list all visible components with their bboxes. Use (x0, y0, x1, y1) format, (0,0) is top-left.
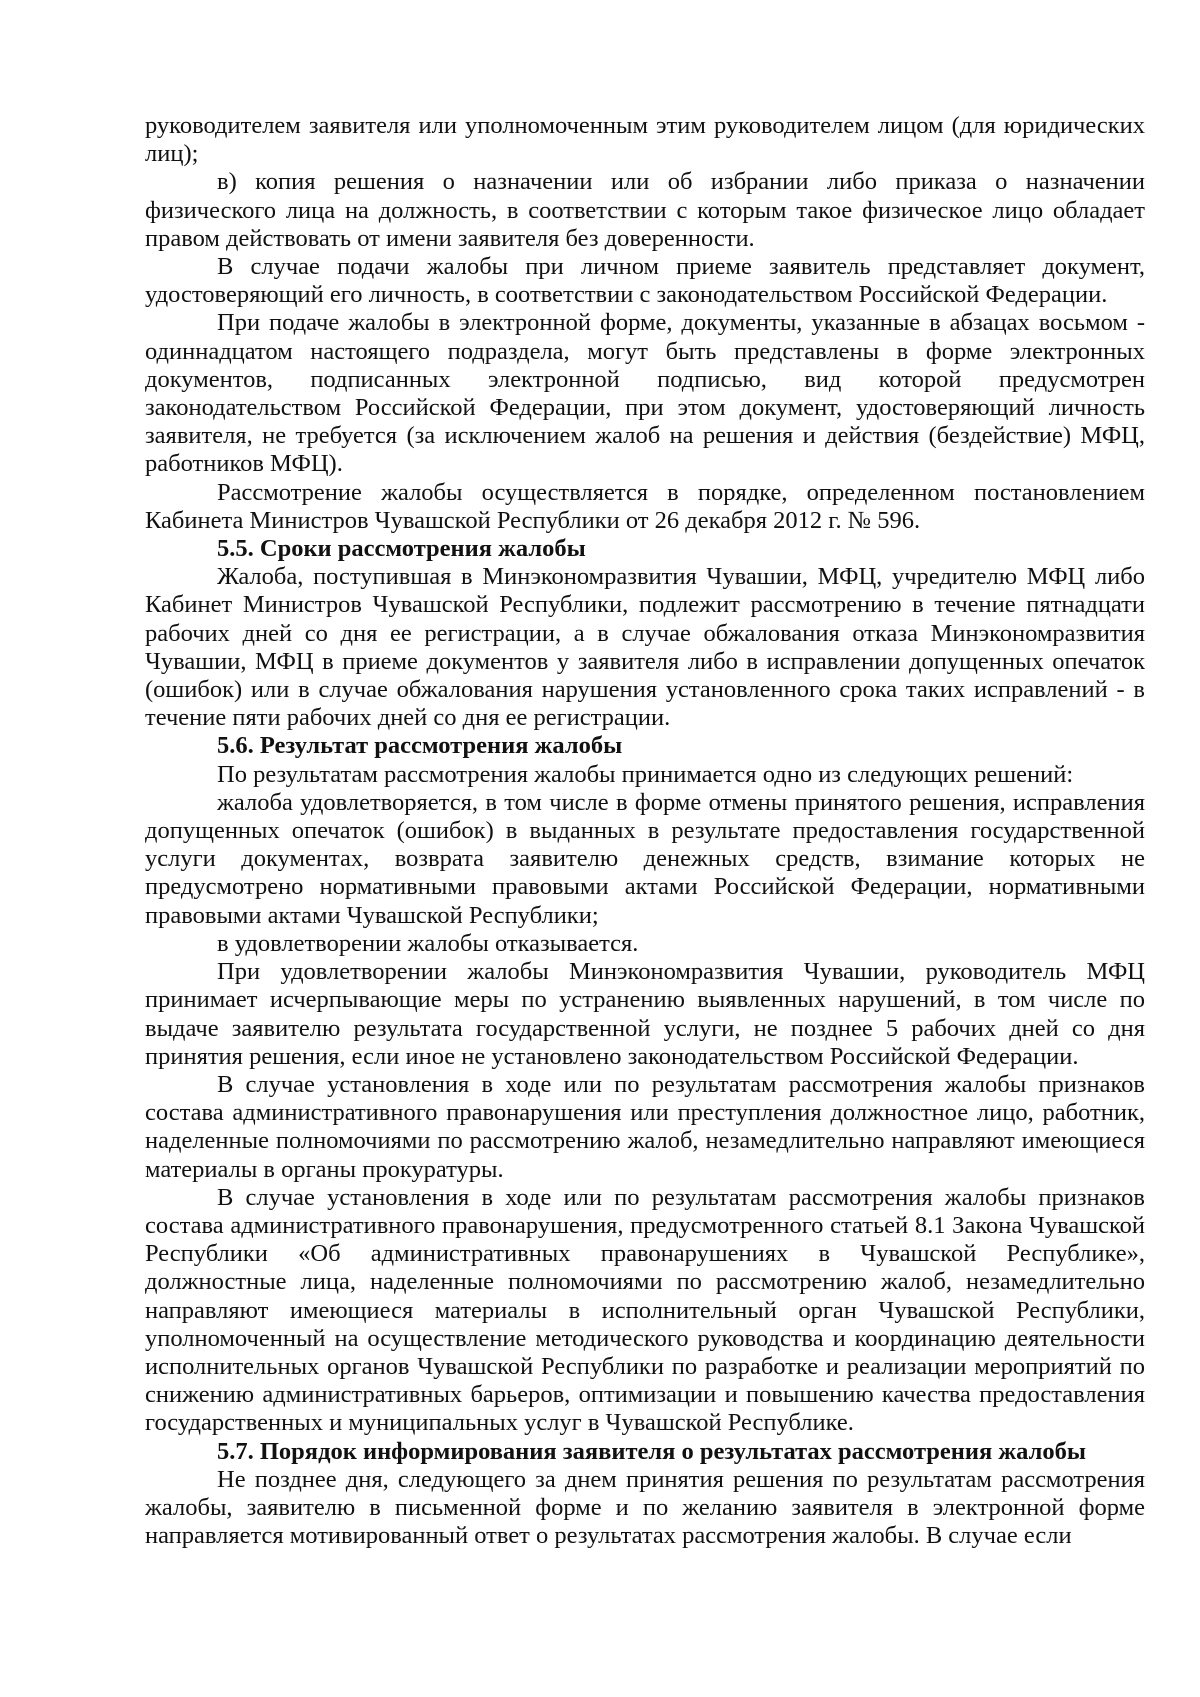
paragraph: Рассмотрение жалобы осуществляется в порядке, определенном постановлением Кабинета Министров Чувашской Республики от 26 декабря 2012 г. № 596. (145, 478, 1145, 534)
paragraph: В случае установления в ходе или по результатам рассмотрения жалобы признаков состава административного правонарушения или преступления должностное лицо, работник, наделенные полномочиями по рассмотрению жалоб, незамедлительно направляют имеющиеся материалы в органы прокуратуры. (145, 1070, 1145, 1183)
paragraph: жалоба удовлетворяется, в том числе в форме отмены принятого решения, исправления допущенных опечаток (ошибок) в выданных в результате предоставления государственной услуги документах, возврата заявителю денежных средств, взимание которых не предусмотрено нормативными правовыми актами Российской Федерации, нормативными правовыми актами Чувашской Республики; (145, 788, 1145, 929)
paragraph: В случае установления в ходе или по результатам рассмотрения жалобы признаков состава административного правонарушения, предусмотренного статьей 8.1 Закона Чувашской Республики «Об административных правонарушениях в Чувашской Республике», должностные лица, наделенные полномочиями по рассмотрению жалоб, незамедлительно направляют имеющиеся материалы в исполнительный орган Чувашской Республики, уполномоченный на осуществление методического руководства и координацию деятельности исполнительных органов Чувашской Республики по разработке и реализации мероприятий по снижению административных барьеров, оптимизации и повышению качества предоставления государственных и муниципальных услуг в Чувашской Республике. (145, 1183, 1145, 1437)
paragraph: Не позднее дня, следующего за днем принятия решения по результатам рассмотрения жалобы, заявителю в письменной форме и по желанию заявителя в электронной форме направляется мотивированный ответ о результатах рассмотрения жалобы. В случае если (145, 1465, 1145, 1550)
paragraph: В случае подачи жалобы при личном приеме заявитель представляет документ, удостоверяющий его личность, в соответствии с законодательством Российской Федерации. (145, 253, 1145, 309)
section-heading: 5.6. Результат рассмотрения жалобы (217, 732, 623, 760)
paragraph: При подаче жалобы в электронной форме, документы, указанные в абзацах восьмом - одиннадцатом настоящего подраздела, могут быть представлены в форме электронных документов, подписанных электронной подписью, вид которой предусмотрен законодательством Российской Федерации, при этом документ, удостоверяющий личность заявителя, не требуется (за исключением жалоб на решения и действия (бездействие) МФЦ, работников МФЦ). (145, 309, 1145, 478)
paragraph: в) копия решения о назначении или об избрании либо приказа о назначении физического лица на должность, в соответствии с которым такое физическое лицо обладает правом действовать от имени заявителя без доверенности. (145, 168, 1145, 252)
paragraph: По результатам рассмотрения жалобы принимается одно из следующих решений: (217, 760, 1074, 788)
section-heading: 5.5. Сроки рассмотрения жалобы (217, 535, 586, 563)
paragraph: Жалоба, поступившая в Минэкономразвития Чувашии, МФЦ, учредителю МФЦ либо Кабинет Министров Чувашской Республики, подлежит рассмотрению в течение пятнадцати рабочих дней со дня ее регистрации, а в случае обжалования отказа Минэкономразвития Чувашии, МФЦ в приеме документов у заявителя либо в исправлении допущенных опечаток (ошибок) или в случае обжалования нарушения установленного срока таких исправлений - в течение пяти рабочих дней со дня ее регистрации. (145, 563, 1145, 732)
section-heading: 5.7. Порядок информирования заявителя о результатах рассмотрения жалобы (217, 1437, 1087, 1465)
paragraph: При удовлетворении жалобы Минэкономразвития Чувашии, руководитель МФЦ принимает исчерпывающие меры по устранению выявленных нарушений, в том числе по выдаче заявителю результата государственной услуги, не позднее 5 рабочих дней со дня принятия решения, если иное не установлено законодательством Российской Федерации. (145, 958, 1145, 1070)
document-page (145, 112, 1145, 1550)
paragraph: в удовлетворении жалобы отказывается. (217, 929, 639, 957)
paragraph: руководителем заявителя или уполномоченным этим руководителем лицом (для юридических лиц); (145, 112, 1145, 168)
